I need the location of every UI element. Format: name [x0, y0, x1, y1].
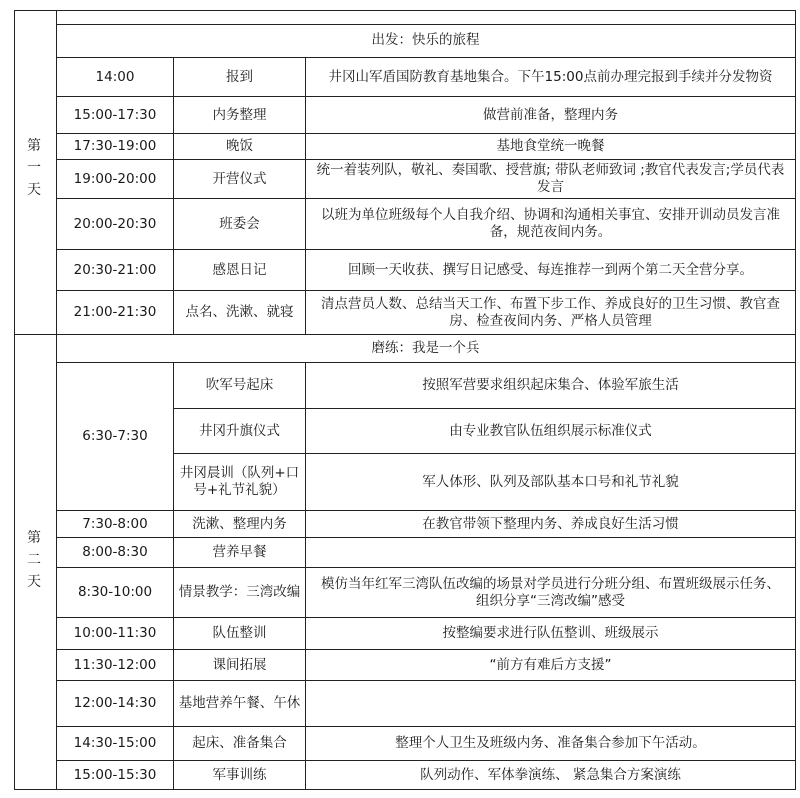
row-content: 在教官带领下整理内务、养成良好生活习惯 [422, 515, 679, 532]
row-activity: 点名、洗漱、就寝 [185, 304, 294, 320]
row-activity: 班委会 [219, 215, 260, 232]
row-content: 清点营员人数、总结当天工作、布置下步工作、养成良好的卫生习惯、教官查房、检查夜间内务、严格人员管理 [321, 295, 780, 329]
row-activity: 晚饭 [226, 138, 253, 154]
section-header-day1: 出发：快乐的旅程 [371, 32, 480, 48]
row-activity: 报到 [226, 68, 253, 85]
day-label-char: 天 [27, 574, 41, 590]
row-activity: 课间拓展 [212, 656, 267, 673]
row-activity: 军事训练 [212, 766, 267, 783]
row-activity: 队伍整训 [212, 625, 267, 641]
row-time: 20:00-20:30 [73, 215, 157, 232]
row-content: 按整编要求进行队伍整训、班级展示 [442, 625, 659, 641]
day-two-label [14, 335, 54, 785]
row-activity: 开营仪式 [212, 170, 267, 187]
row-activity: 井冈晨训（队列+口号+礼节礼貌） [179, 465, 300, 498]
row-activity: 基地营养午餐、午休 [178, 695, 301, 711]
day-label-char: 二 [27, 552, 41, 568]
table-border [14, 789, 796, 790]
row-time: 11:30-12:00 [73, 656, 157, 673]
row-content: 模仿当年红军三湾队伍改编的场景对学员进行分班分组、布置班级展示任务、组织分享“三湾改编”感受 [321, 575, 780, 609]
row-content: 整理个人卫生及班级内务、准备集合参加下午活动。 [395, 735, 706, 751]
row-activity: 情景教学：三湾改编 [178, 584, 301, 600]
row-time: 8:00-8:30 [82, 544, 148, 560]
row-time: 14:30-15:00 [73, 735, 157, 751]
row-time: 6:30-7:30 [82, 428, 148, 444]
row-time: 20:30-21:00 [73, 261, 157, 278]
row-time: 19:00-20:00 [73, 170, 157, 187]
row-content: 统一着装列队，敬礼、奏国歌、授营旗; 带队老师致词 ;教官代表发言;学员代表发言 [316, 162, 785, 195]
day-one-label [14, 18, 54, 318]
row-content: 以班为单位班级每个人自我介绍、协调和沟通相关事宜、安排开训动员发言准备，规范夜间内务。 [321, 207, 780, 240]
row-activity: 内务整理 [212, 106, 267, 123]
row-time: 7:30-8:00 [82, 515, 148, 532]
row-time: 17:30-19:00 [73, 138, 157, 154]
row-time: 10:00-11:30 [73, 625, 157, 641]
table-border [14, 10, 796, 11]
row-activity: 感恩日记 [212, 261, 267, 278]
row-time: 15:00-17:30 [73, 106, 157, 123]
day-label-char: 一 [27, 160, 41, 176]
row-time: 14:00 [95, 68, 135, 85]
row-activity: 吹军号起床 [205, 377, 274, 393]
row-content: 由专业教官队伍组织展示标准仪式 [449, 422, 652, 439]
row-content [306, 538, 795, 567]
row-content: 基地食堂统一晚餐 [496, 138, 605, 154]
row-content: 回顾一天收获、撰写日记感受、每连推荐一到两个第二天全营分享。 [348, 261, 753, 278]
day-label-char: 天 [27, 182, 41, 198]
row-content: 井冈山军盾国防教育基地集合。下午15:00点前办理完报到手续并分发物资 [328, 68, 773, 85]
section-header-day2: 磨练：我是一个兵 [371, 339, 480, 356]
day-label-char: 第 [27, 530, 41, 546]
day-label-char: 第 [27, 138, 41, 154]
row-activity: 井冈升旗仪式 [199, 422, 280, 439]
row-activity: 洗漱、整理内务 [192, 515, 287, 532]
row-content: 队列动作、军体拳演练、 紧急集合方案演练 [420, 766, 681, 783]
row-time: 8:30-10:00 [77, 584, 153, 600]
row-time: 21:00-21:30 [73, 304, 157, 320]
row-content: “前方有难后方支援” [489, 656, 612, 673]
row-content [306, 681, 795, 726]
row-content: 军人体形、队列及部队基本口号和礼节礼貌 [422, 473, 679, 490]
row-content: 按照军营要求组织起床集合、体验军旅生活 [422, 377, 679, 393]
row-time: 15:00-15:30 [73, 766, 157, 783]
table-border [795, 10, 796, 790]
row-time: 12:00-14:30 [73, 695, 157, 711]
row-content: 做营前准备，整理内务 [483, 106, 618, 123]
row-activity: 起床、准备集合 [192, 735, 287, 751]
row-activity: 营养早餐 [212, 544, 267, 560]
